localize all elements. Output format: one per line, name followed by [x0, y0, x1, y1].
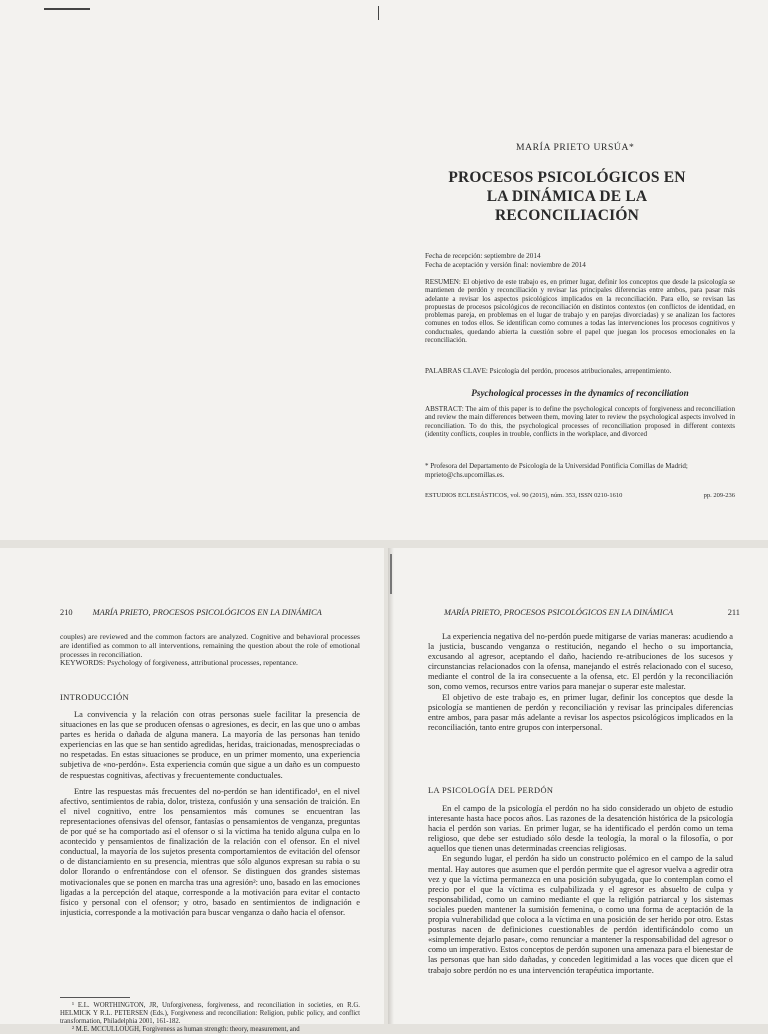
page-range: pp. 209-236 [703, 492, 735, 499]
forgiveness-body [428, 804, 733, 976]
scan-mark-line [44, 8, 90, 10]
abstract-spanish: RESUMEN: El objetivo de este trabajo es, en primer lugar, definir los conceptos que desde la psicología se mantienen de perdón y reconciliación y revisar las principales diferencias entre ambos, para pasar más adelante a revisar los aspectos psicológicos implicados en la reconciliación. Para ello, se revisan las propuestas de procesos psicológicos de reconciliación en distintos contextos (en conflictos de identidad, en problemas pareja, en problemas en el lugar de trabajo y en parejas divorciadas) y se analizan los factores comunes en todos ellos. Se identifican como comunes a todas las intervenciones los procesos cognitivos y conductuales, quedando abierta la cuestión sobre el papel que juegan los procesos emocionales en la reconciliación. [425, 278, 735, 345]
right-paragraph-3: En el campo de la psicología el perdón no ha sido considerado un objeto de estudio interesante hasta hace pocos años. Las razones de la desatención histórica de la psicología hacia el perdón son varias. En primer lugar, se ha identificado el perdón como un tema religioso, que debe ser estudiado sólo desde la teología, la moral o la filosofía, o por aquellos que tienen unas determinadas creencias religiosas. [428, 804, 733, 854]
footnote-1: ¹ E.L. WORTHINGTON, JR, Unforgiveness, forgiveness, and reconciliation in societies, en R.G. HELMICK Y R.L. PETERSEN (Eds.), Forgiveness and reconciliation: Religion, public policy, and conflict transformation, Philadelphia 2001, 161-182. [60, 1002, 360, 1025]
author: MARÍA PRIETO URSÚA* [516, 142, 635, 153]
article-title [427, 168, 707, 225]
page-fold-shadow [388, 548, 394, 1024]
page-211 [388, 548, 768, 1024]
title-line-2: LA DINÁMICA DE LA RECONCILIACIÓN [486, 188, 648, 224]
right-paragraph-2: El objetivo de este trabajo es, en primer lugar, definir los conceptos que desde la psicología se mantienen de perdón y reconciliación y revisar las principales diferencias entre ambos, para pasar más adelante a revisar los aspectos psicológicos implicados en la reconciliación, tanto entre grupos con interpersonal. [428, 692, 733, 732]
keywords-spanish: PALABRAS CLAVE: Psicología del perdón, procesos atribucionales, arrepentimiento. [425, 367, 672, 375]
journal-info: ESTUDIOS ECLESIÁSTICOS, vol. 90 (2015), núm. 353, ISSN 0210-1610 [425, 492, 623, 499]
english-title: Psychological processes in the dynamics of reconciliation [471, 388, 689, 398]
section-heading-intro: INTRODUCCIÓN [60, 692, 130, 702]
page-number-right: 211 [727, 608, 740, 617]
title-line-1: PROCESOS PSICOLÓGICOS EN [448, 169, 686, 186]
date-received: Fecha de recepción: septiembre de 2014 [425, 252, 541, 260]
intro-paragraph-1: La convivencia y la relación con otras personas suele facilitar la presencia de situaciones en las que se producen ofensas o agresiones, es decir, en las que uno o ambas partes es herida o dañada de alguna manera. La mayoría de las personas han tenido experiencias en las que se han sentido agredidas, heridas, traicionadas, menospreciadas o no respetadas. En estas situaciones se produce, en un primer momento, una experiencia subjetiva de «no-perdón». Esta experiencia común que sigue a un daño es un compuesto de respuestas cognitivas, afectivas y frecuentemente conductuales. [60, 710, 360, 780]
submission-dates [425, 252, 586, 270]
footnote-rule [60, 997, 130, 998]
author-footnote: * Profesora del Departamento de Psicología de la Universidad Pontificia Comillas de Madrid; mprieto@chs.upcomillas.es. [425, 462, 688, 479]
abstract-english: ABSTRACT: The aim of this paper is to define the psychological concepts of forgiveness and reconciliation and review the main differences between them, moving later to review the psychological aspects involved in reconciliation. To do this, the psychological processes of reconciliation proposed in different contexts (identity conflicts, couples in trouble, conflicts in the workplace, and divorced [425, 405, 735, 438]
running-head-right: MARÍA PRIETO, PROCESOS PSICOLÓGICOS EN LA DINÁMICA [444, 608, 674, 617]
footnote-2: ² M.E. MCCULLOUGH, Forgiveness as human strength: theory, measurement, and [72, 1026, 300, 1033]
keywords-english: KEYWORDS: Psychology of forgiveness, attributional processes, repentance. [60, 658, 298, 667]
journal-citation [425, 492, 735, 499]
right-paragraph-4: En segundo lugar, el perdón ha sido un constructo polémico en el campo de la salud mental. Hay autores que asumen que el perdón permite que el agresor vuelva a agredir otra vez y que la víctima permanezca en una posición subyugada, que lo contemplan como el precio por el que la víctima es culpabilizada y el agresor es absuelto de culpa y responsabilidad, como un camino mediante el que la religión patriarcal y los sistemas sociales pueden mantener la sumisión femenina, o como una forma de aceptación de la propia vulnerabilidad que coloca a la víctima en una posición de ser herido por otro. Estas posturas nacen de definiciones cuestionables de perdón identificándolo como un «simplemente dejarlo pasar», como renunciar a mantener la responsabilidad del agresor o como un imperativo. Estos conceptos de perdón suponen una amenaza para el bienestar de las personas que han sido dañadas, y conceden legitimidad a las voces que dicen que el trabajo sobre perdón no es una intervención terapéutica importante. [428, 854, 733, 975]
section-heading-forgiveness: LA PSICOLOGÍA DEL PERDÓN [428, 786, 554, 795]
page-number-left: 210 [60, 608, 73, 617]
intro-continuation [428, 632, 733, 733]
running-header-right [444, 608, 740, 617]
date-accepted: Fecha de aceptación y versión final: noviembre de 2014 [425, 261, 586, 269]
right-paragraph-1: La experiencia negativa del no-perdón puede mitigarse de varias maneras: acudiendo a la justicia, buscando venganza o restitución, negando el hecho o su importancia, excusando al agresor, aceptando el daño, haciendo re-atribuciones de los sucesos y circunstancias relacionados con la ofensa, manejando el estrés relacionado con el suceso, mediante el control de la ira consecuente a la ofensa, etc. El perdón y la reconciliación son, como vemos, recursos entre varios para manejar o superar este malestar. [428, 632, 733, 692]
scan-mark-tick [378, 6, 379, 20]
running-head-left: MARÍA PRIETO, PROCESOS PSICOLÓGICOS EN LA DINÁMICA [92, 608, 322, 617]
running-header-left [60, 608, 322, 617]
intro-paragraph-2: Entre las respuestas más frecuentes del no-perdón se han identificado¹, en el nivel afectivo, sentimientos de rabia, dolor, tristeza, confusión y una sensación de traición. En el nivel cognitivo, entre los pensamientos más comunes se encuentran las representaciones ofensivas del ofensor, fantasías o pensamientos de venganza, preguntas de por qué se ha comportado así el ofensor o si la víctima ha tenido alguna culpa en lo acontecido y pensamientos de finalización de la relación con el ofensor. En el nivel conductual, la mayoría de los sujetos presenta comportamientos de evitación del ofensor o de distanciamiento en su presencia, mientras que sólo algunos expresan su rabia o su dolor llorando o enfrentándose con el ofensor. Se distinguen dos grandes sistemas motivacionales que se ponen en marcha tras una agresión²: uno, basado en las emociones ligadas a la percepción del ataque, corresponde a la motivación para evitar el contacto físico y personal con el ofensor; y otro, basado en sentimientos de indignación e injusticia, corresponde a la motivación para buscar venganza o daño hacia el ofensor. [60, 786, 360, 917]
binding-mark [390, 554, 392, 594]
page-210 [0, 548, 384, 1033]
intro-body [60, 710, 360, 924]
footnotes-left [60, 1002, 360, 1034]
abstract-continuation: couples) are reviewed and the common factors are analyzed. Cognitive and behavioral processes are identified as common to all interventions, remaining the question about the role of emotional processes in reconciliation. [60, 632, 360, 659]
